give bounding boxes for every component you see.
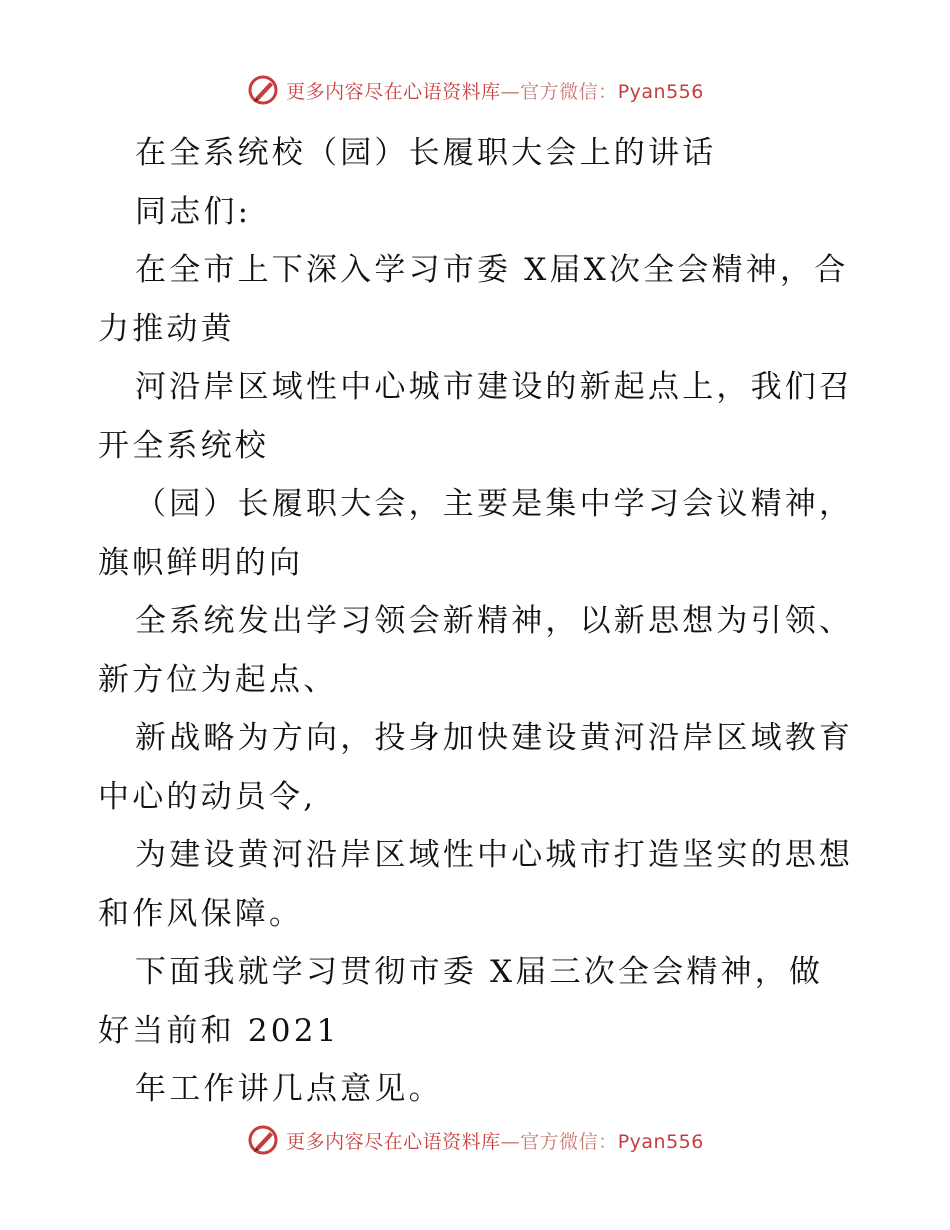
paragraph-line: 新战略为方向，投身加快建设黄河沿岸区域教育 [135, 720, 854, 756]
paragraph-line: （园）长履职大会，主要是集中学习会议精神， [135, 486, 854, 522]
watermark-banner-bottom [0, 1120, 950, 1160]
paragraph-line: 和作风保障。 [98, 895, 304, 932]
watermark-text: 更多内容尽在心语资料库—官方微信：Pyan556 [286, 1130, 704, 1153]
watermark-banner-top [0, 70, 950, 110]
paragraph-line: 好当前和 2021 [98, 1012, 340, 1049]
paragraph-line: 中心的动员令, [98, 778, 317, 815]
paragraph-line: 力推动黄 [98, 310, 235, 347]
document-title: 在全系统校（园）长履职大会上的讲话 [135, 135, 717, 171]
paragraph-line: 全系统发出学习领会新精神，以新思想为引领、 [135, 603, 854, 639]
document-body [98, 124, 868, 1119]
watermark-text: 更多内容尽在心语资料库—官方微信：Pyan556 [286, 80, 704, 103]
paragraph-line: 河沿岸区域性中心城市建设的新起点上，我们召 [135, 369, 854, 405]
paragraph-line: 旗帜鲜明的向 [98, 544, 304, 581]
paragraph-line: 年工作讲几点意见。 [135, 1071, 443, 1107]
paragraph-line: 为建设黄河沿岸区域性中心城市打造坚实的思想 [135, 837, 854, 873]
paragraph-line: 下面我就学习贯彻市委 X届三次全会精神，做 [135, 954, 824, 990]
paragraph-line: 在全市上下深入学习市委 X届X次全会精神，合 [135, 252, 849, 288]
pen-logo-icon [246, 1123, 280, 1157]
greeting: 同志们: [135, 193, 252, 230]
paragraph-line: 新方位为起点、 [98, 661, 338, 698]
pen-logo-icon [246, 73, 280, 107]
paragraph-line: 开全系统校 [98, 427, 269, 464]
